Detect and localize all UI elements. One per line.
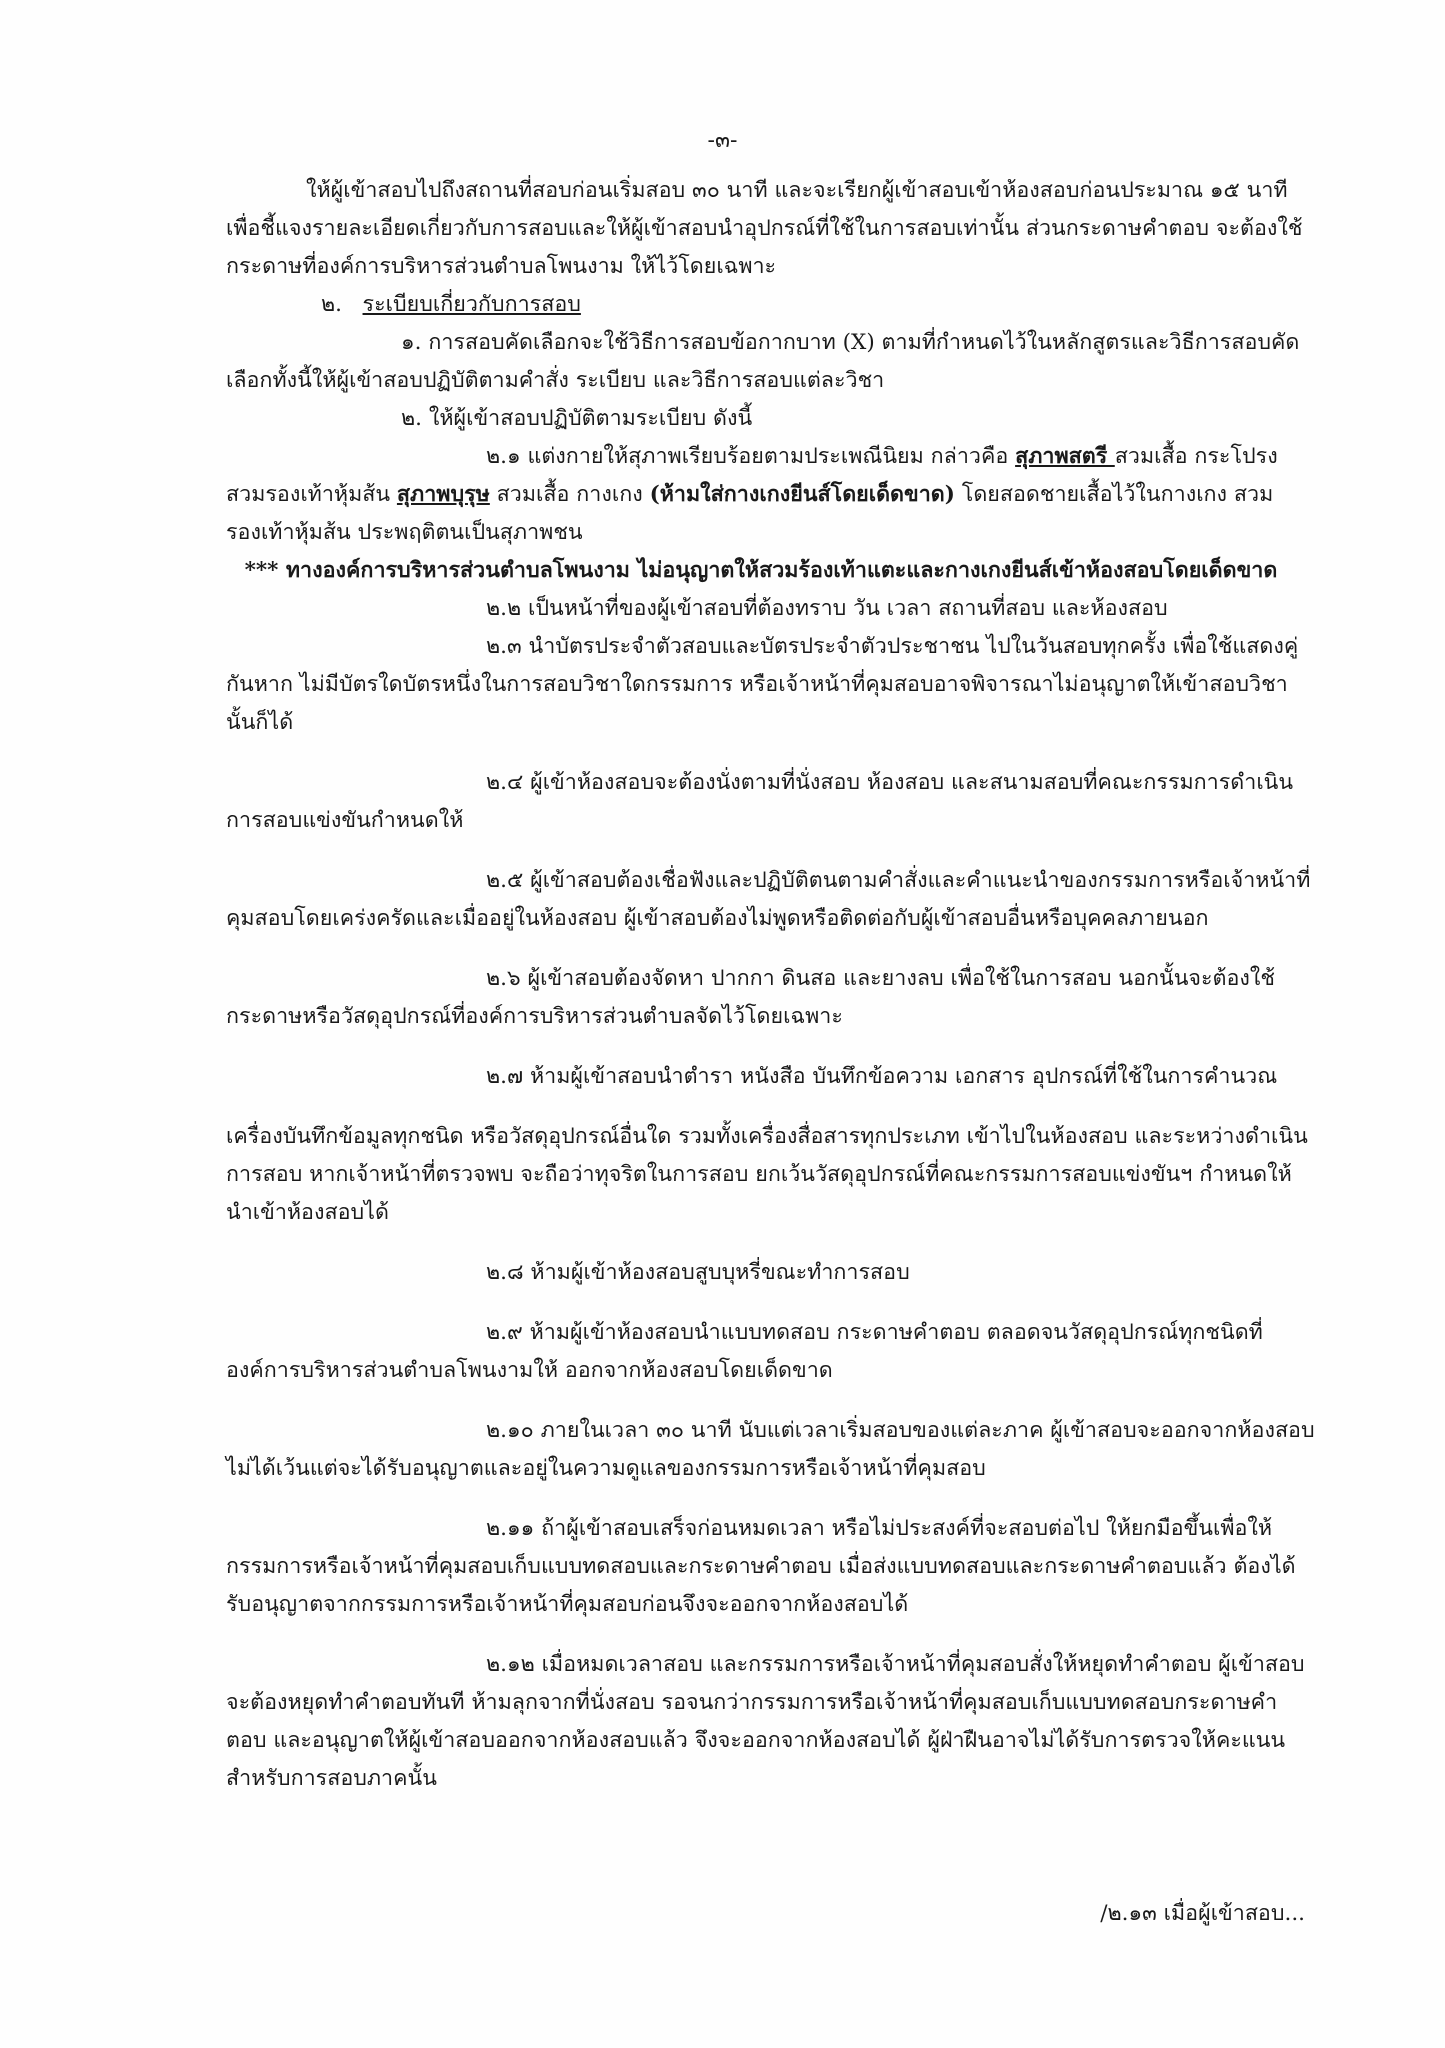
rule-2-2: ๒.๒ เป็นหน้าที่ของผู้เข้าสอบที่ต้องทราบ วัน เวลา สถานที่สอบ และห้องสอบ [486,596,1168,621]
section-number: ๒. [321,292,343,317]
rule-2-1-text-a: ๒.๑ แต่งกายให้สุภาพเรียบร้อยตามประเพณีนิยม กล่าวคือ [486,444,1016,469]
section-heading [226,286,1316,324]
rule-item-1: ๑. การสอบคัดเลือกจะใช้วิธีการสอบข้อกากบาท (X) ตามที่กำหนดไว้ในหลักสูตรและวิธีการสอบคัดเลือกทั้งนี้ให้ผู้เข้าสอบปฏิบัติตามคำสั่ง ระเบียบ และวิธีการสอบแต่ละวิชา [226,330,1300,393]
rule-2-8: ๒.๘ ห้ามผู้เข้าห้องสอบสูบบุหรี่ขณะทำการสอบ [486,1260,910,1285]
rule-item-2: ๒. ให้ผู้เข้าสอบปฏิบัติตามระเบียบ ดังนี้ [401,406,753,431]
document-body [226,172,1316,1798]
jeans-prohibition: (ห้ามใส่กางเกงยีนส์โดยเด็ดขาด) [649,482,955,507]
male-label: สุภาพบุรุษ [396,482,490,507]
rule-2-1-text-b: สวมเสื้อ กระโปรง สวมรองเท้าหุ้มส้น [226,444,1278,507]
intro-paragraph: ให้ผู้เข้าสอบไปถึงสถานที่สอบก่อนเริ่มสอบ ๓๐ นาที และจะเรียกผู้เข้าสอบเข้าห้องสอบก่อนประมาณ ๑๕ นาที เพื่อชี้แจงรายละเอียดเกี่ยวกับการสอบและให้ผู้เข้าสอบนำอุปกรณ์ที่ใช้ในการสอบเท่านั้น ส่วนกระดาษคำตอบ จะต้องใช้กระดาษที่องค์การบริหารส่วนตำบลโพนงาม ให้ไว้โดยเฉพาะ [226,178,1303,279]
page-number: -๓- [707,128,738,153]
rule-2-12: ๒.๑๒ เมื่อหมดเวลาสอบ และกรรมการหรือเจ้าหน้าที่คุมสอบสั่งให้หยุดทำคำตอบ ผู้เข้าสอบจะต้องหยุดทำคำตอบทันที ห้ามลุกจากที่นั่งสอบ รอจนกว่ากรรมการหรือเจ้าหน้าที่คุมสอบเก็บแบบทดสอบกระดาษคำตอบ และอนุญาตให้ผู้เข้าสอบออกจากห้องสอบแล้ว จึงจะออกจากห้องสอบได้ ผู้ฝ่าฝืนอาจไม่ได้รับการตรวจให้คะแนนสำหรับการสอบภาคนั้น [226,1652,1305,1791]
rule-2-3: ๒.๓ นำบัตรประจำตัวสอบและบัตรประจำตัวประชาชน ไปในวันสอบทุกครั้ง เพื่อใช้แสดงคู่กันหาก ไม่มีบัตรใดบัตรหนึ่งในการสอบวิชาใดกรรมการ หรือเจ้าหน้าที่คุมสอบอาจพิจารณาไม่อนุญาตให้เข้าสอบวิชานั้นก็ได้ [226,634,1299,735]
rule-2-5: ๒.๕ ผู้เข้าสอบต้องเชื่อฟังและปฏิบัติตนตามคำสั่งและคำแนะนำของกรรมการหรือเจ้าหน้าที่คุมสอบโดยเคร่งครัดและเมื่ออยู่ในห้องสอบ ผู้เข้าสอบต้องไม่พูดหรือติดต่อกับผู้เข้าสอบอื่นหรือบุคคลภายนอก [226,868,1311,931]
warning-notice: *** ทางองค์การบริหารส่วนตำบลโพนงาม ไม่อนุญาตให้สวมร้องเท้าแตะและกางเกงยีนส์เข้าห้องสอบโดยเด็ดขาด [244,558,1278,583]
rule-2-1-text-d: โดยสอดชายเสื้อไว้ในกางเกง สวมรองเท้าหุ้มส้น ประพฤติตนเป็นสุภาพชน [226,482,1274,545]
rule-2-1-text-c: สวมเสื้อ กางเกง [489,482,650,507]
rule-2-7-continued: เครื่องบันทึกข้อมูลทุกชนิด หรือวัสดุอุปกรณ์อื่นใด รวมทั้งเครื่องสื่อสารทุกประเภท เข้าไปในห้องสอบ และระหว่างดำเนินการสอบ หากเจ้าหน้าที่ตรวจพบ จะถือว่าทุจริตในการสอบ ยกเว้นวัสดุอุปกรณ์ที่คณะกรรมการสอบแข่งขันฯ กำหนดให้นำเข้าห้องสอบได้ [226,1124,1308,1225]
female-label: สุภาพสตรี [1015,444,1115,469]
rule-2-1 [226,438,1316,552]
continuation-note: /๒.๑๓ เมื่อผู้เข้าสอบ... [1100,1901,1305,1926]
rule-2-11: ๒.๑๑ ถ้าผู้เข้าสอบเสร็จก่อนหมดเวลา หรือไม่ประสงค์ที่จะสอบต่อไป ให้ยกมือขึ้นเพื่อให้กรรมการหรือเจ้าหน้าที่คุมสอบเก็บแบบทดสอบและกระดาษคำตอบ เมื่อส่งแบบทดสอบและกระดาษคำตอบแล้ว ต้องได้รับอนุญาตจากกรรมการหรือเจ้าหน้าที่คุมสอบก่อนจึงจะออกจากห้องสอบได้ [226,1516,1296,1617]
rule-2-4: ๒.๔ ผู้เข้าห้องสอบจะต้องนั่งตามที่นั่งสอบ ห้องสอบ และสนามสอบที่คณะกรรมการดำเนินการสอบแข่งขันกำหนดให้ [226,770,1294,833]
rule-2-10: ๒.๑๐ ภายในเวลา ๓๐ นาที นับแต่เวลาเริ่มสอบของแต่ละภาค ผู้เข้าสอบจะออกจากห้องสอบไม่ได้เว้นแต่จะได้รับอนุญาตและอยู่ในความดูแลของกรรมการหรือเจ้าหน้าที่คุมสอบ [226,1418,1315,1481]
rule-2-6: ๒.๖ ผู้เข้าสอบต้องจัดหา ปากกา ดินสอ และยางลบ เพื่อใช้ในการสอบ นอกนั้นจะต้องใช้กระดาษหรือวัสดุอุปกรณ์ที่องค์การบริหารส่วนตำบลจัดไว้โดยเฉพาะ [226,966,1276,1029]
section-title: ระเบียบเกี่ยวกับการสอบ [362,292,581,317]
rule-2-9: ๒.๙ ห้ามผู้เข้าห้องสอบนำแบบทดสอบ กระดาษคำตอบ ตลอดจนวัสดุอุปกรณ์ทุกชนิดที่องค์การบริหารส่วนตำบลโพนงามให้ ออกจากห้องสอบโดยเด็ดขาด [226,1320,1263,1383]
rule-2-7: ๒.๗ ห้ามผู้เข้าสอบนำตำรา หนังสือ บันทึกข้อความ เอกสาร อุปกรณ์ที่ใช้ในการคำนวณ [486,1064,1278,1089]
